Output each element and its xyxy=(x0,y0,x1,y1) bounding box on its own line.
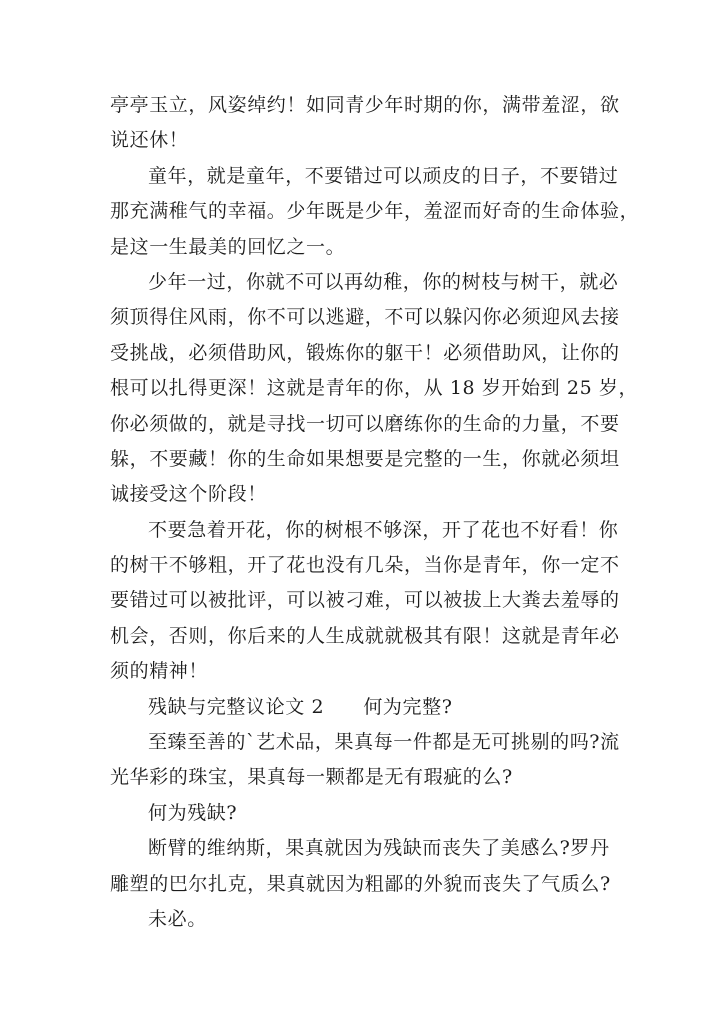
text-line: 的树干不够粗，开了花也没有几朵，当你是青年，你一定不 xyxy=(110,554,620,577)
text-line: 断臂的维纳斯，果真就因为残缺而丧失了美感么?罗丹 xyxy=(148,837,610,860)
text-line: 不要急着开花，你的树根不够深，开了花也不好看！你 xyxy=(148,518,619,541)
text-line: 何为残缺? xyxy=(148,801,238,824)
text-line: 须的精神！ xyxy=(110,660,209,683)
text-line: 童年，就是童年，不要错过可以顽皮的日子，不要错过 xyxy=(148,164,619,187)
text-line: 诚接受这个阶段！ xyxy=(110,483,267,506)
text-line: 你必须做的，就是寻找一切可以磨练你的生命的力量，不要 xyxy=(110,412,620,435)
text-line: 亭亭玉立，风姿绰约！如同青少年时期的你，满带羞涩，欲 xyxy=(110,94,620,116)
essay-body xyxy=(110,88,640,937)
text-line: 光华彩的珠宝，果真每一颗都是无有瑕疵的么? xyxy=(110,766,513,789)
text-line: 受挑战，必须借助风，锻炼你的躯干！必须借助风，让你的 xyxy=(110,341,620,364)
text-line: 机会，否则，你后来的人生成就就极其有限！这就是青年必 xyxy=(110,624,620,647)
text-line: 说还休！ xyxy=(110,129,189,152)
text-line: 未必。 xyxy=(148,907,207,930)
text-line: 至臻至善的`艺术品，果真每一件都是无可挑剔的吗?流 xyxy=(148,731,620,754)
text-line: 那充满稚气的幸福。少年既是少年，羞涩而好奇的生命体验， xyxy=(110,200,640,223)
text-line: 少年一过，你就不可以再幼稚，你的树枝与树干，就必 xyxy=(148,270,619,293)
text-line: 是这一生最美的回忆之一。 xyxy=(110,235,346,258)
text-line: 躲，不要藏！你的生命如果想要是完整的一生，你就必须坦 xyxy=(110,447,620,470)
text-line: 要错过可以被批评，可以被刁难，可以被拔上大粪去羞辱的 xyxy=(110,589,620,612)
text-line: 根可以扎得更深！这就是青年的你，从 18 岁开始到 25 岁， xyxy=(110,377,639,400)
section-heading: 残缺与完整议论文 2 何为完整? xyxy=(148,695,453,718)
text-line: 雕塑的巴尔扎克，果真就因为粗鄙的外貌而丧失了气质么? xyxy=(110,872,611,895)
text-line: 须顶得住风雨，你不可以逃避，不可以躲闪你必须迎风去接 xyxy=(110,306,620,329)
